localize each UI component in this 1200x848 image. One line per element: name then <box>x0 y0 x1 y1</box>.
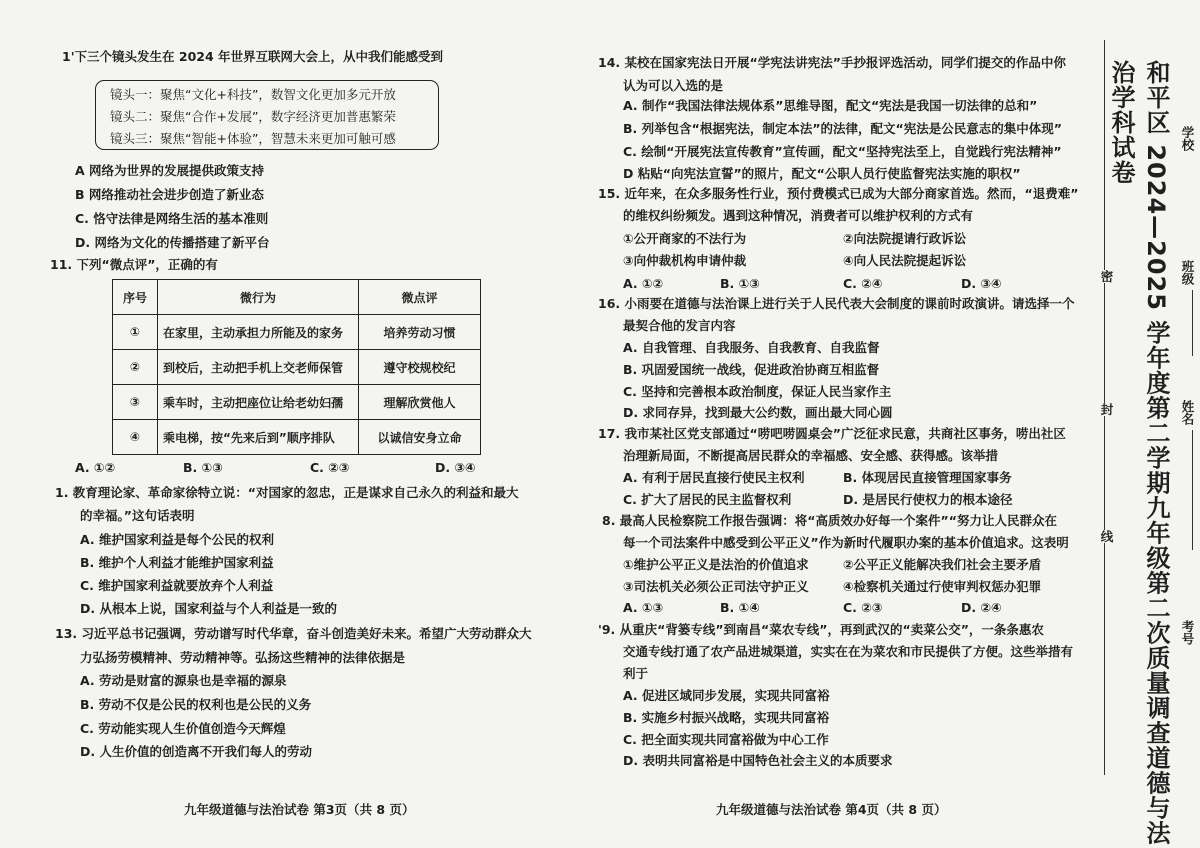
exam-title: 和平区 2024—2025 学年度第二学期九年级第二次质量调查道德与法治学科试卷 <box>1107 60 1170 846</box>
box-line-1: 镜头一：聚焦“文化+科技”，数智文化更加多元开放 <box>110 87 396 102</box>
seal-mark-mi: 密 <box>1099 270 1114 283</box>
option-a: A. 劳动是财富的源泉也是幸福的源泉 <box>80 673 287 688</box>
question-stem: 1. 教育理论家、革命家徐特立说：“对国家的忽忠，正是谋求自己永久的利益和最大 <box>55 485 519 500</box>
table-cell: ② <box>113 350 158 385</box>
school-label: 学校 <box>1180 126 1195 151</box>
question-stem: 每一个司法案件中感受到公平正义”作为新时代履职办案的基本价值追求。这表明 <box>623 535 1069 550</box>
table-header: 微行为 <box>158 280 359 315</box>
box-line-2: 镜头二：聚焦“合作+发展”，数字经济更加普惠繁荣 <box>110 109 396 124</box>
question-stem: 14. 某校在国家宪法日开展“学宪法讲宪法”手抄报评选活动，同学们提交的作品中你 <box>598 55 1066 70</box>
table-cell: ① <box>113 315 158 350</box>
option-a: A. 有利于居民直接行使民主权利 <box>623 470 805 485</box>
option-a: A. ①③ <box>623 600 664 615</box>
name-field-line[interactable] <box>1192 430 1193 550</box>
option-b: B. 实施乡村振兴战略，实现共同富裕 <box>623 710 830 725</box>
option-d: D. 网络为文化的传播搭建了新平台 <box>75 235 270 250</box>
option-b: B. 列举包含“根据宪法，制定本法”的法律，配文“宪法是公民意志的集中体现” <box>623 121 1062 136</box>
option-c: C. ②③ <box>843 600 883 615</box>
statement-2: ②公平正义能解决我们社会主要矛盾 <box>843 557 1042 572</box>
option-d: D. 表明共同富裕是中国特色社会主义的本质要求 <box>623 753 893 768</box>
table-cell: 在家里，主动承担力所能及的家务 <box>158 315 359 350</box>
option-b: B. ①③ <box>720 276 760 291</box>
page-footer: 九年级道德与法治试卷 第3页（共 8 页） <box>184 802 415 817</box>
option-c: C. 维护国家利益就要放弃个人利益 <box>80 578 274 593</box>
table-row <box>113 385 481 420</box>
option-d: D. ③④ <box>961 276 1002 291</box>
table-cell: 理解欣赏他人 <box>359 385 481 420</box>
statement-3: ③司法机关必须公正司法守护正义 <box>623 579 809 594</box>
option-d: D. 是居民行使权力的根本途径 <box>843 492 1013 507</box>
statement-1: ①维护公平正义是法治的价值追求 <box>623 557 809 572</box>
option-c: C. ②③ <box>310 460 350 475</box>
seal-mark-feng: 封 <box>1099 403 1114 416</box>
question-stem: 15. 近年来，在众多服务性行业，预付费模式已成为大部分商家首选。然而，“退费难” <box>598 186 1079 201</box>
table-row <box>113 350 481 385</box>
table-cell: ④ <box>113 420 158 455</box>
option-b: B. 维护个人利益才能维护国家利益 <box>80 555 274 570</box>
option-a: A. 维护国家利益是每个公民的权利 <box>80 532 275 547</box>
option-d: D. 求同存异，找到最大公约数，画出最大同心圆 <box>623 405 893 420</box>
option-a: A. 自我管理、自我服务、自我教育、自我监督 <box>623 340 880 355</box>
table-cell: 到校后，主动把手机上交老师保管 <box>158 350 359 385</box>
page-footer: 九年级道德与法治试卷 第4页（共 8 页） <box>716 802 947 817</box>
option-c: C. 把全面实现共同富裕做为中心工作 <box>623 732 829 747</box>
class-field-line[interactable] <box>1192 290 1193 356</box>
question-stem: 治理新局面，不断提高居民群众的幸福感、安全感、获得感。该举措 <box>623 448 999 463</box>
question-stem: 交通专线打通了农产品进城渠道，实实在在为菜农和市民提供了方便。这些举措有 <box>623 644 1074 659</box>
statement-3: ③向仲裁机构申请仲裁 <box>623 253 747 268</box>
option-a: A. 促进区域同步发展，实现共同富裕 <box>623 688 830 703</box>
question-stem: '9. 从重庆“背篓专线”到南昌“菜农专线”，再到武汉的“卖菜公交”，一条条惠农 <box>598 622 1044 637</box>
box-line-3: 镜头三：聚焦“智能+体验”，智慧未来更加可触可感 <box>110 131 396 146</box>
option-a: A. 制作“我国法律法规体系”思维导图，配文“宪法是我国一切法律的总和” <box>623 98 1038 113</box>
option-d: D 粘贴“向宪法宣誓”的照片，配文“公职人员行使监督宪法实施的职权” <box>623 166 1021 181</box>
table-cell: 遵守校规校纪 <box>359 350 481 385</box>
option-a: A. ①② <box>75 460 116 475</box>
quote-box <box>95 80 439 150</box>
seat-label: 考号 <box>1180 620 1195 645</box>
option-d: D. 从根本上说，国家利益与个人利益是一致的 <box>80 601 337 616</box>
option-c: C. 绘制“开展宪法宣传教育”宣传画，配文“坚持宪法至上，自觉践行宪法精神” <box>623 144 1062 159</box>
table-row <box>113 315 481 350</box>
seal-mark-xian: 线 <box>1099 530 1114 543</box>
question-stem: 认为可以入选的是 <box>623 78 724 93</box>
question-stem: 的维权纠纷频发。遇到这种情况，消费者可以维护权利的方式有 <box>623 208 974 223</box>
table-cell: 乘电梯，按“先来后到”顺序排队 <box>158 420 359 455</box>
question-stem: 13. 习近平总书记强调，劳动谱写时代华章，奋斗创造美好未来。希望广大劳动群众大 <box>55 626 532 641</box>
class-label: 班级 <box>1180 260 1195 285</box>
statement-4: ④检察机关通过行使审判权惩办犯罪 <box>843 579 1042 594</box>
table-header: 微点评 <box>359 280 481 315</box>
question-stem: 8. 最高人民检察院工作报告强调：将“高质效办好每一个案件”“努力让人民群众在 <box>602 513 1057 528</box>
option-c: C. 恪守法律是网络生活的基本准则 <box>75 211 269 226</box>
option-d: D. ③④ <box>435 460 476 475</box>
table-cell: 培养劳动习惯 <box>359 315 481 350</box>
table-row <box>113 420 481 455</box>
option-d: D. ②④ <box>961 600 1002 615</box>
question-stem: 力弘扬劳模精神、劳动精神等。弘扬这些精神的法律依据是 <box>80 650 406 665</box>
table-header: 序号 <box>113 280 158 315</box>
option-b: B. 体现居民直接管理国家事务 <box>843 470 1012 485</box>
option-b: B. ①④ <box>720 600 760 615</box>
question-stem: 11. 下列“微点评”，正确的有 <box>50 257 218 272</box>
option-c: C. 劳动能实现人生价值创造今天辉煌 <box>80 721 286 736</box>
option-b: B 网络推动社会进步创造了新业态 <box>75 187 264 202</box>
table-header-row <box>113 280 481 315</box>
question-stem: 利于 <box>623 666 649 681</box>
question-stem: 最契合他的发言内容 <box>623 318 736 333</box>
option-b: B. 巩固爱国统一战线，促进政治协商互相监督 <box>623 362 880 377</box>
statement-2: ②向法院提请行政诉讼 <box>843 231 967 246</box>
option-c: C. 坚持和完善根本政治制度，保证人民当家作主 <box>623 384 892 399</box>
option-b: B. ①③ <box>183 460 223 475</box>
option-b: B. 劳动不仅是公民的权利也是公民的义务 <box>80 697 312 712</box>
question-stem: 17. 我市某社区党支部通过“唠吧唠圆桌会”广泛征求民意，共商社区事务，唠出社区 <box>598 426 1066 441</box>
name-label: 姓名 <box>1180 400 1195 425</box>
statement-4: ④向人民法院提起诉讼 <box>843 253 967 268</box>
table-cell: 以诚信安身立命 <box>359 420 481 455</box>
question-stem: 的幸福。”这句话表明 <box>80 508 195 523</box>
statement-1: ①公开商家的不法行为 <box>623 231 747 246</box>
option-c: C. ②④ <box>843 276 883 291</box>
option-a: A. ①② <box>623 276 664 291</box>
option-c: C. 扩大了居民的民主监督权利 <box>623 492 792 507</box>
question-stem: 16. 小雨要在道德与法治课上进行关于人民代表大会制度的课前时政演讲。请选择一个 <box>598 296 1075 311</box>
evaluation-table <box>112 279 481 455</box>
table-cell: ③ <box>113 385 158 420</box>
question-stem: 1'下三个镜头发生在 2024 年世界互联网大会上，从中我们能感受到 <box>62 49 444 64</box>
option-a: A 网络为世界的发展提供政策支持 <box>75 163 265 178</box>
table-cell: 乘车时，主动把座位让给老幼妇孺 <box>158 385 359 420</box>
option-d: D. 人生价值的创造离不开我们每人的劳动 <box>80 744 312 759</box>
